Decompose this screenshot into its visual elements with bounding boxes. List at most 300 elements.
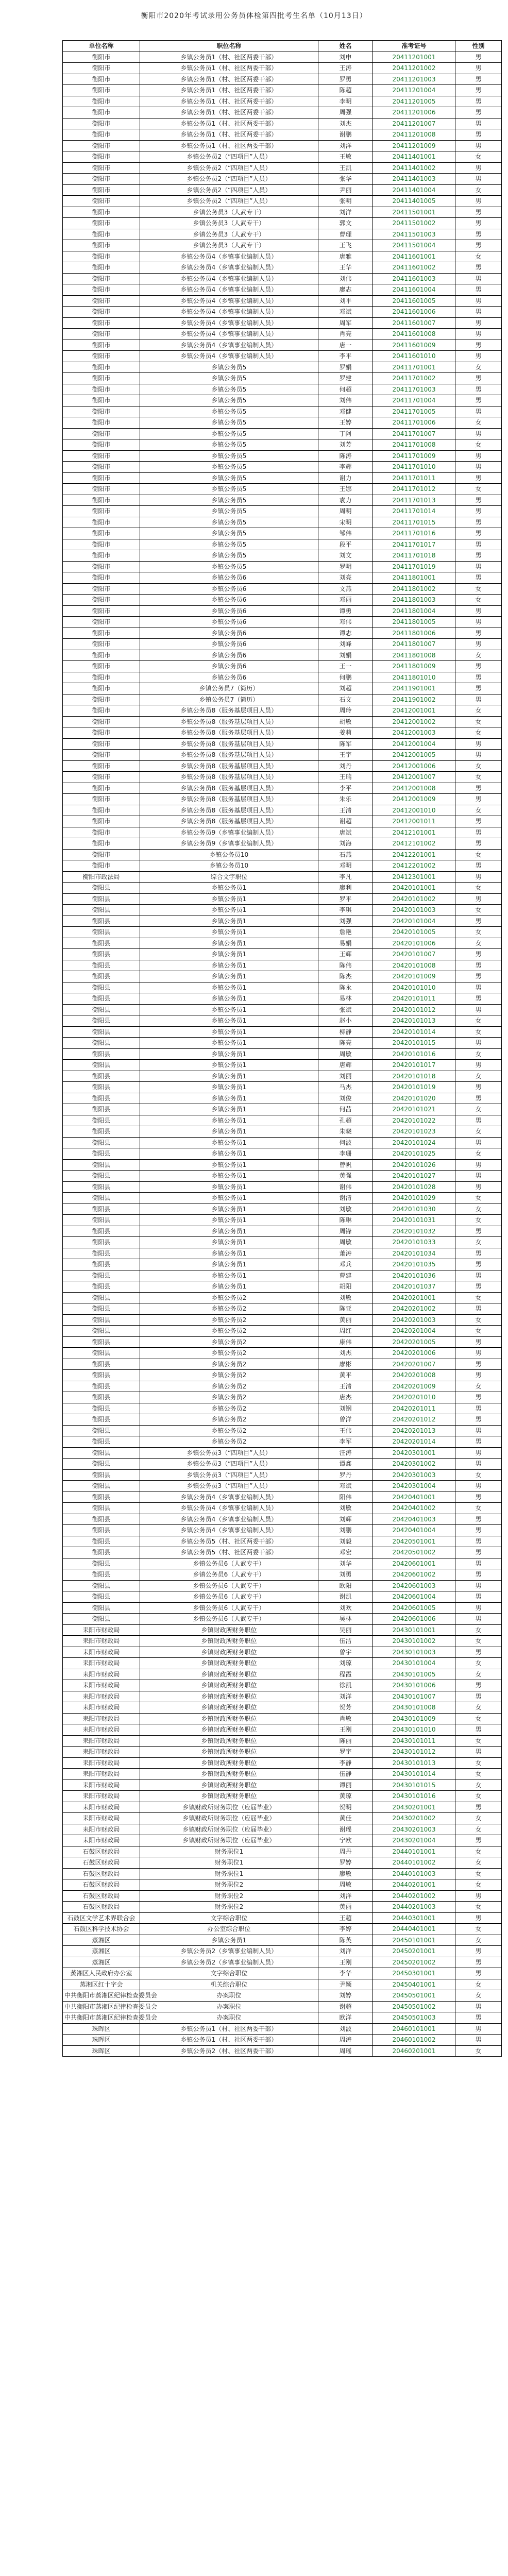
cell-unit: 衡阳市 [63,63,140,74]
cell-exam-id: 20412001010 [373,805,455,816]
cell-unit: 衡阳市 [63,174,140,185]
cell-gender: 男 [455,572,502,584]
cell-name: 刘俊 [318,1093,373,1104]
table-row [63,1780,502,1791]
cell-position: 乡镇公务员2（乡镇事业编制人员） [140,1946,318,1957]
cell-exam-id: 20412001009 [373,794,455,805]
table-row [63,273,502,284]
cell-name: 周敏 [318,1048,373,1060]
table-row [63,96,502,107]
cell-exam-id: 20411901002 [373,694,455,705]
cell-name: 唐杰 [318,1392,373,1403]
cell-gender: 男 [455,1259,502,1270]
cell-unit: 衡阳市 [63,317,140,329]
table-row [63,1115,502,1126]
cell-name: 王刚 [318,1724,373,1736]
table-row [63,1104,502,1115]
cell-unit: 衡阳市 [63,760,140,772]
cell-position: 乡镇财政所财务职位 [140,1669,318,1680]
cell-position: 财务职位2 [140,1879,318,1891]
cell-unit: 耒阳市财政局 [63,1691,140,1702]
cell-name: 刘辉 [318,1514,373,1525]
cell-position: 乡镇财政所财务职位 [140,1624,318,1636]
cell-position: 乡镇公务员2（村、社区两委干部） [140,2045,318,2057]
cell-gender: 男 [455,2035,502,2046]
cell-gender: 女 [455,1326,502,1337]
cell-gender: 男 [455,1336,502,1348]
cell-gender: 男 [455,1890,502,1902]
cell-unit: 衡阳县 [63,982,140,993]
cell-unit: 衡阳县 [63,1215,140,1226]
table-row [63,1724,502,1736]
cell-unit: 中共衡阳市蒸湘区纪律检查委员会 [63,2012,140,2024]
table-row [63,794,502,805]
cell-name: 李平 [318,351,373,362]
cell-exam-id: 20430201002 [373,1813,455,1824]
table-row [63,1713,502,1724]
cell-exam-id: 20411701005 [373,406,455,417]
cell-exam-id: 20450201002 [373,1957,455,1968]
cell-gender: 女 [455,184,502,196]
cell-position: 乡镇财政所财务职位 [140,1757,318,1769]
cell-name: 罗丹 [318,1469,373,1481]
cell-exam-id: 20411701008 [373,439,455,451]
cell-unit: 衡阳县 [63,1614,140,1625]
cell-name: 王超 [318,1912,373,1924]
table-row [63,1591,502,1603]
table-row [63,1902,502,1913]
cell-position: 乡镇财政所财务职位（应届毕业） [140,1824,318,1835]
cell-exam-id: 20411801003 [373,595,455,606]
table-row [63,207,502,218]
table-row [63,1348,502,1359]
cell-position: 乡镇公务员5（村、社区两委干部） [140,1547,318,1558]
cell-position: 乡镇公务员6 [140,583,318,595]
cell-exam-id: 20420101015 [373,1038,455,1049]
cell-name: 刘丽 [318,1071,373,1082]
cell-position: 乡镇公务员8（服务基层项目人员） [140,705,318,717]
cell-position: 乡镇公务员2 [140,1359,318,1370]
cell-unit: 衡阳市 [63,517,140,528]
cell-gender: 男 [455,262,502,274]
cell-position: 乡镇公务员6 [140,617,318,628]
header-gender: 性别 [455,41,502,52]
cell-name: 罗明 [318,561,373,572]
cell-position: 乡镇公务员1 [140,938,318,949]
cell-name: 刘伟 [318,273,373,284]
cell-unit: 衡阳县 [63,1048,140,1060]
cell-exam-id: 20411701016 [373,528,455,539]
table-row [63,849,502,860]
table-row [63,1026,502,1038]
table-row [63,1868,502,1879]
cell-position: 乡镇公务员1 [140,1935,318,1946]
cell-name: 尹颖 [318,1979,373,1990]
cell-gender: 男 [455,1558,502,1569]
cell-gender: 男 [455,683,502,694]
cell-name: 伍洁 [318,1636,373,1647]
cell-name: 邓斌 [318,307,373,318]
cell-unit: 衡阳县 [63,1525,140,1536]
cell-unit: 耒阳市财政局 [63,1624,140,1636]
cell-position: 乡镇公务员6 [140,605,318,617]
cell-gender: 女 [455,1015,502,1027]
cell-gender: 女 [455,2045,502,2057]
cell-exam-id: 20411601008 [373,329,455,340]
cell-unit: 衡阳市 [63,262,140,274]
table-row [63,373,502,384]
cell-unit: 衡阳县 [63,1226,140,1237]
cell-unit: 耒阳市财政局 [63,1636,140,1647]
cell-exam-id: 20440401001 [373,1924,455,1935]
table-row [63,2023,502,2035]
cell-gender: 男 [455,2023,502,2035]
table-row [63,1215,502,1226]
cell-position: 乡镇公务员1 [140,1259,318,1270]
cell-position: 乡镇财政所财务职位 [140,1735,318,1747]
cell-position: 乡镇公务员1（村、社区两委干部） [140,107,318,118]
cell-unit: 衡阳县 [63,1348,140,1359]
cell-name: 黄丽 [318,1902,373,1913]
cell-gender: 男 [455,971,502,982]
table-row [63,218,502,229]
cell-position: 乡镇公务员1 [140,960,318,971]
cell-position: 乡镇公务员5 [140,528,318,539]
cell-exam-id: 20420101018 [373,1071,455,1082]
cell-unit: 衡阳市 [63,273,140,284]
cell-gender: 男 [455,1115,502,1126]
cell-gender: 男 [455,1137,502,1148]
cell-gender: 男 [455,1724,502,1736]
cell-name: 刘杰 [318,1348,373,1359]
table-row [63,1093,502,1104]
cell-gender: 男 [455,1569,502,1581]
cell-exam-id: 20412101002 [373,838,455,850]
cell-unit: 衡阳县 [63,1414,140,1426]
cell-position: 乡镇公务员1 [140,1104,318,1115]
cell-position: 乡镇公务员5 [140,550,318,562]
cell-gender: 男 [455,661,502,672]
cell-unit: 衡阳市 [63,617,140,628]
cell-name: 刘洋 [318,1946,373,1957]
cell-unit: 衡阳县 [63,1004,140,1015]
cell-unit: 衡阳市 [63,307,140,318]
cell-gender: 女 [455,1757,502,1769]
cell-name: 张华 [318,174,373,185]
table-row [63,295,502,307]
cell-exam-id: 20420101020 [373,1093,455,1104]
cell-name: 谢超 [318,816,373,827]
cell-name: 陈亮 [318,1038,373,1049]
cell-unit: 耒阳市财政局 [63,1780,140,1791]
cell-exam-id: 20430101015 [373,1780,455,1791]
cell-position: 机关综合职位 [140,1979,318,1990]
cell-name: 刘波 [318,2023,373,2035]
cell-exam-id: 20411601003 [373,273,455,284]
cell-position: 乡镇公务员1 [140,1015,318,1027]
cell-unit: 衡阳市 [63,207,140,218]
cell-unit: 石鼓区财政局 [63,1890,140,1902]
cell-unit: 衡阳市 [63,783,140,794]
cell-gender: 男 [455,74,502,85]
cell-exam-id: 20420101037 [373,1281,455,1293]
cell-unit: 衡阳市 [63,118,140,129]
cell-exam-id: 20411601006 [373,307,455,318]
cell-position: 乡镇公务员10 [140,860,318,872]
cell-name: 曹建 [318,1270,373,1281]
cell-exam-id: 20430101013 [373,1757,455,1769]
cell-name: 谭丽 [318,1780,373,1791]
cell-exam-id: 20450501003 [373,2012,455,2024]
cell-position: 乡镇公务员4（乡镇事业编制人员） [140,1514,318,1525]
cell-gender: 女 [455,439,502,451]
cell-name: 刘欢 [318,1602,373,1614]
cell-exam-id: 20411601005 [373,295,455,307]
cell-name: 廖彬 [318,1359,373,1370]
cell-name: 陈永 [318,982,373,993]
cell-exam-id: 20420201001 [373,1292,455,1303]
cell-unit: 衡阳县 [63,1580,140,1591]
table-row [63,1547,502,1558]
cell-exam-id: 20430101001 [373,1624,455,1636]
cell-exam-id: 20411701012 [373,484,455,495]
cell-exam-id: 20420101033 [373,1237,455,1248]
cell-name: 陈丽 [318,1735,373,1747]
cell-position: 乡镇公务员1（村、社区两委干部） [140,2023,318,2035]
cell-exam-id: 20411701011 [373,472,455,484]
cell-name: 周涛 [318,2035,373,2046]
cell-position: 乡镇公务员1 [140,1148,318,1160]
cell-position: 乡镇公务员1（村、社区两委干部） [140,118,318,129]
cell-position: 乡镇公务员5 [140,384,318,395]
cell-exam-id: 20411801010 [373,672,455,683]
cell-exam-id: 20412301001 [373,871,455,883]
cell-gender: 男 [455,1968,502,1979]
cell-gender: 女 [455,760,502,772]
cell-gender: 女 [455,583,502,595]
cell-gender: 男 [455,2012,502,2024]
cell-unit: 衡阳市 [63,605,140,617]
cell-position: 乡镇财政所财务职位（应届毕业） [140,1802,318,1813]
cell-exam-id: 20411701001 [373,362,455,373]
cell-unit: 衡阳市 [63,683,140,694]
cell-exam-id: 20420201006 [373,1348,455,1359]
cell-exam-id: 20411701018 [373,550,455,562]
cell-name: 王瑞 [318,772,373,783]
cell-unit: 石鼓区财政局 [63,1879,140,1891]
header-unit: 单位名称 [63,41,140,52]
table-row [63,162,502,174]
table-row [63,406,502,417]
cell-name: 贺明 [318,1802,373,1813]
cell-name: 黄平 [318,1370,373,1381]
cell-gender: 男 [455,1082,502,1093]
cell-name: 吴林 [318,1614,373,1625]
table-row [63,993,502,1005]
cell-gender: 男 [455,893,502,905]
cell-name: 陈琳 [318,1215,373,1226]
table-row [63,251,502,262]
cell-name: 康伟 [318,1336,373,1348]
cell-unit: 衡阳市 [63,672,140,683]
table-row [63,783,502,794]
cell-position: 乡镇财政所财务职位（应届毕业） [140,1813,318,1824]
cell-exam-id: 20440101002 [373,1857,455,1869]
cell-unit: 衡阳市 [63,240,140,251]
cell-unit: 衡阳市 [63,528,140,539]
cell-unit: 衡阳市 [63,738,140,750]
cell-exam-id: 20420501001 [373,1536,455,1547]
cell-name: 王刚 [318,1957,373,1968]
cell-position: 乡镇公务员5 [140,428,318,439]
table-row [63,1038,502,1049]
cell-unit: 衡阳县 [63,1104,140,1115]
cell-unit: 衡阳市 [63,750,140,761]
cell-position: 乡镇财政所财务职位 [140,1680,318,1691]
cell-gender: 男 [455,395,502,406]
table-row [63,1071,502,1082]
cell-exam-id: 20411801006 [373,628,455,639]
cell-gender: 男 [455,827,502,838]
cell-gender: 女 [455,1503,502,1514]
cell-name: 周敏 [318,1237,373,1248]
table-row [63,1647,502,1658]
cell-unit: 衡阳县 [63,1137,140,1148]
cell-position: 乡镇公务员1（村、社区两委干部） [140,63,318,74]
cell-position: 乡镇财政所财务职位 [140,1747,318,1758]
cell-name: 谢清 [318,1193,373,1204]
cell-position: 乡镇公务员4（乡镇事业编制人员） [140,351,318,362]
cell-gender: 女 [455,938,502,949]
cell-position: 乡镇公务员6（人武专干） [140,1580,318,1591]
cell-gender: 男 [455,1425,502,1436]
cell-unit: 蒸湘区 [63,1957,140,1968]
cell-unit: 衡阳县 [63,1159,140,1171]
cell-exam-id: 20420201007 [373,1359,455,1370]
cell-gender: 男 [455,229,502,240]
cell-name: 曾帆 [318,1159,373,1171]
table-row [63,1979,502,1990]
cell-gender: 男 [455,617,502,628]
cell-gender: 女 [455,1624,502,1636]
table-row [63,2035,502,2046]
table-row [63,905,502,916]
cell-exam-id: 20420601001 [373,1558,455,1569]
cell-exam-id: 20411201006 [373,107,455,118]
cell-gender: 男 [455,1525,502,1536]
cell-exam-id: 20411701003 [373,384,455,395]
cell-gender: 男 [455,1414,502,1426]
cell-name: 欧洋 [318,2012,373,2024]
cell-exam-id: 20412001006 [373,760,455,772]
cell-gender: 女 [455,1215,502,1226]
cell-gender: 女 [455,1857,502,1869]
cell-name: 何超 [318,384,373,395]
cell-exam-id: 20430101005 [373,1669,455,1680]
cell-gender: 男 [455,52,502,63]
cell-name: 刘敏 [318,1503,373,1514]
cell-exam-id: 20420201005 [373,1336,455,1348]
cell-position: 乡镇公务员1（村、社区两委干部） [140,129,318,141]
cell-exam-id: 20460201001 [373,2045,455,2057]
table-row [63,1824,502,1835]
cell-exam-id: 20420101010 [373,982,455,993]
cell-unit: 衡阳县 [63,1015,140,1027]
cell-position: 乡镇公务员1 [140,1048,318,1060]
cell-gender: 男 [455,1181,502,1193]
cell-gender: 男 [455,406,502,417]
cell-gender: 男 [455,1359,502,1370]
header-position: 职位名称 [140,41,318,52]
cell-unit: 衡阳县 [63,1270,140,1281]
cell-gender: 男 [455,672,502,683]
cell-unit: 衡阳县 [63,1193,140,1204]
cell-unit: 衡阳市 [63,74,140,85]
table-row [63,484,502,495]
cell-gender: 女 [455,849,502,860]
table-row [63,2001,502,2012]
cell-name: 李婷 [318,1924,373,1935]
cell-name: 谭志 [318,628,373,639]
cell-gender: 男 [455,107,502,118]
table-row [63,716,502,727]
cell-position: 乡镇公务员1 [140,1159,318,1171]
cell-unit: 衡阳市 [63,462,140,473]
cell-name: 罗婷 [318,1857,373,1869]
cell-exam-id: 20411501004 [373,240,455,251]
cell-name: 王清 [318,805,373,816]
cell-gender: 男 [455,1602,502,1614]
cell-gender: 男 [455,351,502,362]
table-row [63,1015,502,1027]
cell-exam-id: 20412001008 [373,783,455,794]
cell-position: 乡镇公务员5 [140,450,318,462]
cell-exam-id: 20411601007 [373,317,455,329]
cell-exam-id: 20420601005 [373,1602,455,1614]
cell-gender: 男 [455,85,502,96]
cell-name: 刘娟 [318,650,373,661]
cell-gender: 男 [455,694,502,705]
cell-position: 乡镇公务员2 [140,1381,318,1392]
cell-unit: 衡阳县 [63,993,140,1005]
cell-position: 乡镇公务员6（人武专干） [140,1614,318,1625]
table-row [63,1159,502,1171]
cell-unit: 衡阳市 [63,772,140,783]
cell-unit: 衡阳市 [63,85,140,96]
cell-gender: 女 [455,1658,502,1669]
cell-unit: 珠晖区 [63,2045,140,2057]
cell-position: 乡镇公务员4（乡镇事业编制人员） [140,273,318,284]
cell-position: 乡镇公务员5 [140,472,318,484]
cell-name: 肖敏 [318,1713,373,1724]
cell-name: 谢瑶 [318,1824,373,1835]
cell-unit: 衡阳市 [63,805,140,816]
cell-position: 乡镇公务员2 [140,1392,318,1403]
cell-position: 乡镇财政所财务职位 [140,1658,318,1669]
cell-gender: 男 [455,1226,502,1237]
cell-name: 罗宇 [318,1747,373,1758]
cell-unit: 衡阳市 [63,484,140,495]
cell-unit: 衡阳县 [63,938,140,949]
cell-exam-id: 20420101035 [373,1259,455,1270]
cell-name: 王辉 [318,949,373,960]
cell-gender: 女 [455,1935,502,1946]
cell-name: 胡阳 [318,1281,373,1293]
cell-unit: 衡阳市 [63,362,140,373]
cell-unit: 衡阳县 [63,1481,140,1492]
cell-exam-id: 20420101022 [373,1115,455,1126]
cell-exam-id: 20411401004 [373,184,455,196]
